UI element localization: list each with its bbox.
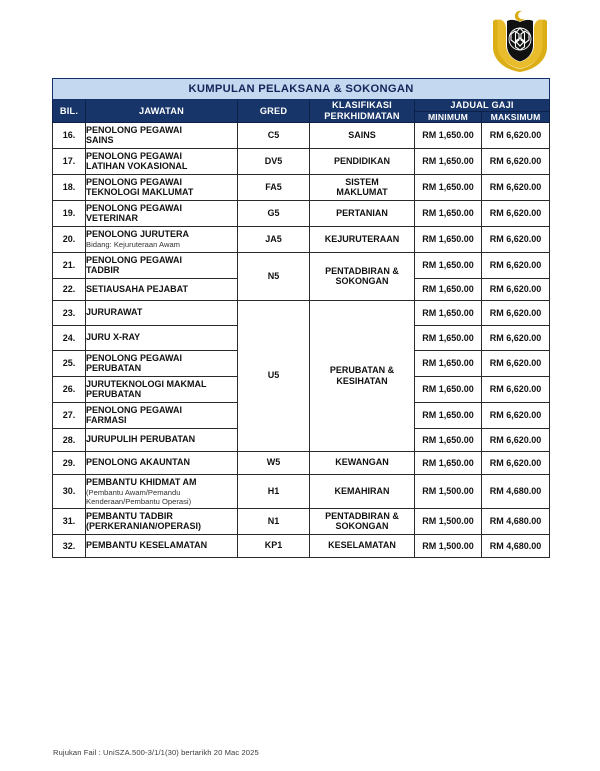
jawatan-line2: VETERINAR	[86, 213, 139, 224]
jawatan-line2: SAINS	[86, 135, 114, 146]
jawatan-line1: PENOLONG PEGAWAI	[86, 176, 183, 187]
header-bil: BIL.	[53, 100, 86, 123]
row-jawatan	[86, 300, 238, 325]
row-maksimum: RM 6,620.00	[482, 325, 550, 350]
row-jawatan	[86, 534, 238, 557]
row-minimum: RM 1,650.00	[415, 122, 482, 148]
row-minimum: RM 1,500.00	[415, 534, 482, 557]
row-bil: 25.	[53, 350, 86, 376]
klasifikasi-line1: KEJURUTERAAN	[324, 233, 400, 244]
table-row	[53, 226, 550, 252]
klasifikasi-line1: PERUBATAN &	[329, 365, 395, 376]
universiti-crest-logo	[487, 8, 553, 72]
row-maksimum: RM 6,620.00	[482, 174, 550, 200]
row-gred: H1	[238, 474, 310, 508]
row-jawatan	[86, 174, 238, 200]
jawatan-line1: JURUPULIH PERUBATAN	[86, 434, 196, 445]
row-maksimum: RM 6,620.00	[482, 300, 550, 325]
jawatan-line2: FARMASI	[86, 415, 127, 426]
klasifikasi-line1: PENTADBIRAN &	[325, 265, 399, 276]
row-jawatan	[86, 474, 238, 508]
row-jawatan	[86, 350, 238, 376]
jawatan-line1: PENOLONG PEGAWAI	[86, 150, 183, 161]
row-maksimum: RM 6,620.00	[482, 278, 550, 300]
row-bil: 18.	[53, 174, 86, 200]
header-minimum: MINIMUM	[415, 111, 482, 122]
row-jawatan	[86, 508, 238, 534]
jawatan-subtext: (Pembantu Awam/Pemandu Kenderaan/Pembantu Operasi)	[86, 487, 192, 506]
row-minimum: RM 1,650.00	[415, 252, 482, 278]
row-gred: G5	[238, 200, 310, 226]
table-title: KUMPULAN PELAKSANA & SOKONGAN	[53, 79, 550, 100]
table-row	[53, 200, 550, 226]
jawatan-subtext: Bidang: Kejuruteraan Awam	[86, 240, 180, 250]
row-bil: 26.	[53, 376, 86, 402]
row-maksimum: RM 6,620.00	[482, 402, 550, 428]
row-klasifikasi	[310, 534, 415, 557]
row-maksimum: RM 6,620.00	[482, 200, 550, 226]
klasifikasi-line2: KESIHATAN	[336, 375, 388, 386]
jawatan-line2: TADBIR	[86, 265, 120, 276]
table-row	[53, 252, 550, 278]
row-jawatan	[86, 278, 238, 300]
row-gred: DV5	[238, 148, 310, 174]
crescent-icon	[515, 11, 526, 21]
row-jawatan	[86, 376, 238, 402]
table-row	[53, 148, 550, 174]
row-gred-merged: U5	[238, 300, 310, 451]
row-maksimum: RM 6,620.00	[482, 451, 550, 474]
row-klasifikasi	[310, 226, 415, 252]
salary-schedule-table	[52, 78, 549, 558]
row-gred-merged: N5	[238, 252, 310, 300]
row-jawatan	[86, 428, 238, 451]
row-klasifikasi	[310, 200, 415, 226]
klasifikasi-line1: KESELAMATAN	[328, 540, 396, 551]
row-maksimum: RM 4,680.00	[482, 474, 550, 508]
row-jawatan	[86, 402, 238, 428]
row-minimum: RM 1,650.00	[415, 148, 482, 174]
row-bil: 24.	[53, 325, 86, 350]
jawatan-line1: PEMBANTU KESELAMATAN	[86, 540, 208, 551]
row-gred: W5	[238, 451, 310, 474]
header-jawatan: JAWATAN	[86, 100, 238, 123]
row-bil: 29.	[53, 451, 86, 474]
row-maksimum: RM 4,680.00	[482, 508, 550, 534]
klasifikasi-line1: PENDIDIKAN	[333, 155, 390, 166]
header-klasifikasi-perkhidmatan	[310, 100, 415, 123]
row-minimum: RM 1,650.00	[415, 376, 482, 402]
row-bil: 23.	[53, 300, 86, 325]
row-maksimum: RM 6,620.00	[482, 226, 550, 252]
footer-reference-note: Rujukan Fail : UniSZA.500-3/1/1(30) bertarikh 20 Mac 2025	[53, 748, 259, 757]
jawatan-line2: (PERKERANIAN/OPERASI)	[86, 521, 202, 532]
klasifikasi-line1: PERTANIAN	[336, 207, 388, 218]
row-bil: 17.	[53, 148, 86, 174]
table-row	[53, 534, 550, 557]
table-row	[53, 451, 550, 474]
row-maksimum: RM 6,620.00	[482, 148, 550, 174]
jawatan-line1: JURUTEKNOLOGI MAKMAL	[86, 378, 207, 389]
jawatan-line1: PENOLONG PEGAWAI	[86, 202, 183, 213]
table-row	[53, 474, 550, 508]
jawatan-line1: PENOLONG PEGAWAI	[86, 124, 183, 135]
row-jawatan	[86, 252, 238, 278]
row-gred: KP1	[238, 534, 310, 557]
row-minimum: RM 1,650.00	[415, 350, 482, 376]
row-bil: 32.	[53, 534, 86, 557]
row-klasifikasi	[310, 508, 415, 534]
row-bil: 16.	[53, 122, 86, 148]
row-jawatan	[86, 148, 238, 174]
jawatan-line2: PERUBATAN	[86, 363, 142, 374]
jawatan-line1: PENOLONG PEGAWAI	[86, 404, 183, 415]
jawatan-line1: JURU X-RAY	[86, 332, 141, 343]
table-row	[53, 174, 550, 200]
row-minimum: RM 1,500.00	[415, 508, 482, 534]
row-minimum: RM 1,650.00	[415, 428, 482, 451]
klasifikasi-line1: SISTEM	[345, 176, 379, 187]
row-klasifikasi	[310, 474, 415, 508]
row-maksimum: RM 6,620.00	[482, 122, 550, 148]
row-bil: 19.	[53, 200, 86, 226]
row-jawatan	[86, 200, 238, 226]
klasifikasi-line1: PENTADBIRAN &	[325, 510, 399, 521]
table-title-row	[53, 79, 550, 100]
klasifikasi-line1: KEMAHIRAN	[334, 485, 390, 496]
table-row	[53, 508, 550, 534]
row-minimum: RM 1,500.00	[415, 474, 482, 508]
row-klasifikasi	[310, 451, 415, 474]
row-gred: N1	[238, 508, 310, 534]
jawatan-line1: PEMBANTU KHIDMAT AM	[86, 476, 197, 487]
jawatan-line2: PERUBATAN	[86, 389, 142, 400]
klasifikasi-line1: SAINS	[348, 129, 376, 140]
row-bil: 22.	[53, 278, 86, 300]
row-bil: 28.	[53, 428, 86, 451]
row-bil: 31.	[53, 508, 86, 534]
row-jawatan	[86, 325, 238, 350]
row-minimum: RM 1,650.00	[415, 300, 482, 325]
jawatan-line1: PENOLONG AKAUNTAN	[86, 457, 190, 468]
row-bil: 20.	[53, 226, 86, 252]
row-gred: C5	[238, 122, 310, 148]
klasifikasi-line2: SOKONGAN	[335, 521, 389, 532]
row-bil: 30.	[53, 474, 86, 508]
row-maksimum: RM 6,620.00	[482, 252, 550, 278]
row-minimum: RM 1,650.00	[415, 226, 482, 252]
klasifikasi-line2: SOKONGAN	[335, 276, 389, 287]
row-minimum: RM 1,650.00	[415, 278, 482, 300]
jawatan-line2: LATIHAN VOKASIONAL	[86, 161, 188, 172]
header-jadual-gaji: JADUAL GAJI	[415, 100, 550, 112]
jawatan-line2: TEKNOLOGI MAKLUMAT	[86, 187, 194, 198]
row-gred: FA5	[238, 174, 310, 200]
row-minimum: RM 1,650.00	[415, 402, 482, 428]
row-minimum: RM 1,650.00	[415, 200, 482, 226]
klasifikasi-line2: MAKLUMAT	[336, 187, 388, 198]
table-row	[53, 300, 550, 325]
row-jawatan	[86, 226, 238, 252]
row-klasifikasi	[310, 174, 415, 200]
row-gred: JA5	[238, 226, 310, 252]
row-jawatan	[86, 451, 238, 474]
row-klasifikasi-merged	[310, 300, 415, 451]
jawatan-line1: JURURAWAT	[86, 307, 143, 318]
jawatan-line1: PENOLONG JURUTERA	[86, 229, 190, 240]
row-maksimum: RM 6,620.00	[482, 376, 550, 402]
table-header-row	[53, 100, 550, 112]
jawatan-line1: SETIAUSAHA PEJABAT	[86, 283, 189, 294]
row-bil: 21.	[53, 252, 86, 278]
row-minimum: RM 1,650.00	[415, 325, 482, 350]
jawatan-line1: PEMBANTU TADBIR	[86, 510, 173, 521]
row-bil: 27.	[53, 402, 86, 428]
row-klasifikasi-merged	[310, 252, 415, 300]
header-gred: GRED	[238, 100, 310, 123]
jawatan-line1: PENOLONG PEGAWAI	[86, 254, 183, 265]
row-klasifikasi	[310, 148, 415, 174]
header-klasifikasi-line2: PERKHIDMATAN	[324, 110, 400, 121]
row-minimum: RM 1,650.00	[415, 174, 482, 200]
header-klasifikasi-line1: KLASIFIKASI	[332, 100, 392, 111]
row-jawatan	[86, 122, 238, 148]
header-maksimum: MAKSIMUM	[482, 111, 550, 122]
row-minimum: RM 1,650.00	[415, 451, 482, 474]
row-klasifikasi	[310, 122, 415, 148]
jawatan-line1: PENOLONG PEGAWAI	[86, 352, 183, 363]
row-maksimum: RM 6,620.00	[482, 428, 550, 451]
row-maksimum: RM 6,620.00	[482, 350, 550, 376]
table-row	[53, 122, 550, 148]
row-maksimum: RM 4,680.00	[482, 534, 550, 557]
klasifikasi-line1: KEWANGAN	[335, 457, 389, 468]
